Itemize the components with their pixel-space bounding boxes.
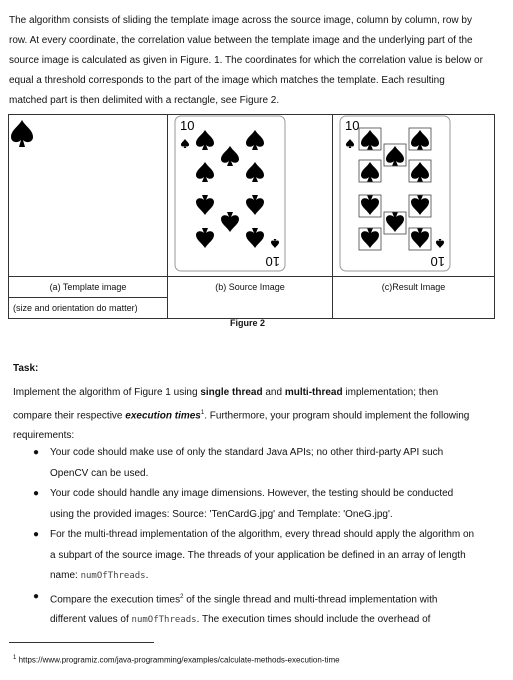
card-border bbox=[175, 116, 285, 271]
intro-line: row. At every coordinate, the correlation value between the template image and the underlying part of the bbox=[9, 35, 473, 46]
card-rank-bottom: 10 bbox=[265, 254, 280, 269]
card-border bbox=[340, 116, 450, 271]
footnote: $^1$ https://www.programiz.com/java-programming/examples/calculate-methods-execution-time bbox=[13, 655, 340, 665]
bullet-icon: ● bbox=[33, 529, 40, 540]
figure-title: Figure 2 bbox=[230, 318, 266, 328]
task-line: Implement the algorithm of Figure 1 using single thread and multi-thread implementation; then bbox=[13, 387, 439, 398]
task-line: requirements: bbox=[13, 430, 75, 442]
intro-line: source image is calculated as given in Figure. 1. The coordinates for which the correlation value is below or bbox=[9, 55, 483, 66]
list-item: ● For the multi-thread implementation of the algorithm, every thread should apply the algorithm on a subpart of the source image. The threads of your application be defined in an array of length name: numOfThreads. bbox=[13, 525, 486, 587]
card-rank-bottom: 10 bbox=[430, 254, 445, 269]
ten-of-spades-result-image bbox=[339, 115, 451, 272]
card-rank-top: 10 bbox=[345, 118, 360, 133]
task-paragraph bbox=[13, 383, 486, 446]
intro-paragraph bbox=[9, 11, 492, 111]
footnote-divider bbox=[9, 642, 154, 643]
intro-line: matched part is then delimited with a rectangle, see Figure 2. bbox=[9, 95, 280, 106]
task-line: compare their respective execution times$^1$. Furthermore, your program should implement the following bbox=[13, 410, 470, 422]
list-item: ● Your code should handle any image dimensions. However, the testing should be conducted using the provided images: Source: 'TenCardG.jpg' and Template: 'OneG.jpg'. bbox=[13, 484, 486, 525]
caption-template-note: (size and orientation do matter) bbox=[9, 298, 168, 319]
intro-line: equal a threshold corresponds to the part of the image which matches the template. Each resulting bbox=[9, 75, 445, 86]
caption-result: (c)Result Image bbox=[333, 277, 495, 319]
spade-template-image bbox=[9, 118, 35, 148]
card-rank-top: 10 bbox=[180, 118, 195, 133]
caption-template: (a) Template image bbox=[9, 277, 168, 298]
source-image-cell bbox=[168, 115, 333, 277]
intro-line: The algorithm consists of sliding the template image across the source image, column by column, row by bbox=[9, 15, 472, 26]
requirements-list bbox=[13, 443, 486, 631]
result-image-cell bbox=[333, 115, 495, 277]
bullet-icon: ● bbox=[33, 447, 40, 458]
bullet-icon: ● bbox=[33, 590, 40, 602]
bullet-icon: ● bbox=[33, 488, 40, 499]
ten-of-spades-card-image bbox=[174, 115, 286, 272]
caption-source: (b) Source Image bbox=[168, 277, 333, 319]
list-item: ● Compare the execution times$^2$ of the single thread and multi-thread implementation with different values of numOfThreads. The execution times should include the overhead of bbox=[13, 587, 486, 631]
list-item: ● Your code should make use of only the standard Java APIs; no other third-party API such OpenCV can be used. bbox=[13, 443, 486, 484]
figure-table bbox=[8, 114, 495, 319]
task-heading: Task: bbox=[13, 363, 39, 374]
template-image-cell bbox=[9, 115, 168, 277]
